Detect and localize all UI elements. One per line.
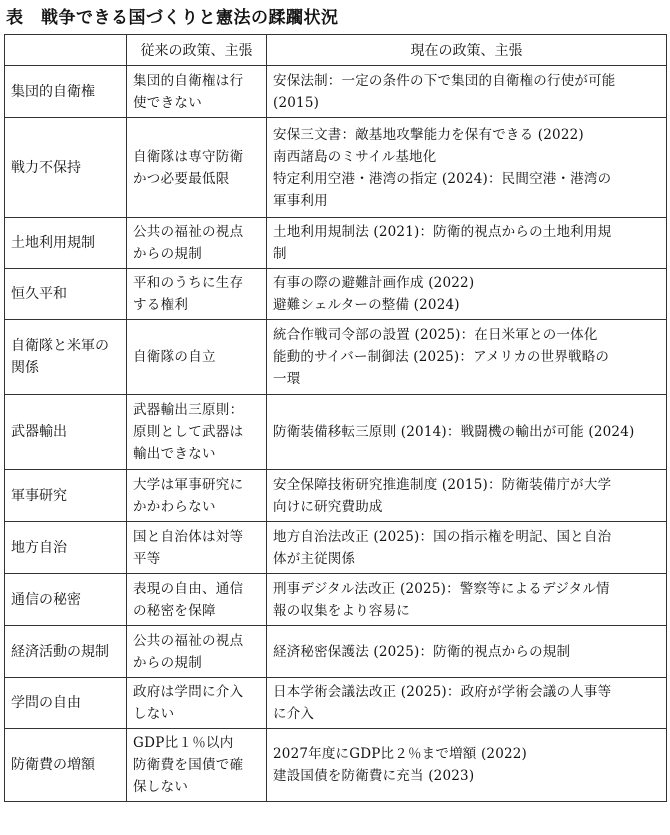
cell-line: かつ必要最低限 [133, 170, 230, 187]
table-row [5, 66, 667, 118]
cell-line: 集団的自衛権は行 [133, 72, 244, 89]
cell-line: 有事の際の避難計画作成 (2022) [273, 275, 475, 291]
item-cell [5, 320, 127, 395]
current-policy-cell [267, 574, 667, 626]
cell-line: 安保法制：一定の条件の下で集団的自衛権の行使が可能 [273, 72, 616, 89]
cell-line: 自衛隊は専守防衛 [133, 148, 244, 165]
item-cell [5, 395, 127, 470]
cell-line: 防衛装備移転三原則 (2014)：戦闘機の輸出が可能 (2024) [273, 424, 635, 440]
past-policy-cell [127, 218, 267, 269]
cell-line: 公共の福祉の視点 [133, 632, 244, 649]
cell-line: 防衛費の増額 [11, 757, 95, 773]
current-policy-cell [267, 218, 667, 269]
past-policy-cell [127, 269, 267, 320]
cell-line: 制 [273, 246, 287, 262]
policy-table [4, 34, 667, 802]
cell-line: 武器輸出 [11, 424, 67, 440]
cell-line: 平等 [133, 550, 161, 567]
item-cell [5, 729, 127, 802]
header-current-policy: 現在の政策、主張 [267, 35, 667, 66]
cell-line: 体が主従関係 [273, 550, 356, 567]
cell-line: 統合作戦司令部の設置 (2025)：在日米軍との一体化 [273, 327, 598, 343]
past-policy-cell [127, 66, 267, 118]
cell-line: (2015) [273, 94, 320, 111]
cell-line: 安保三文書：敵基地攻撃能力を保有できる (2022) [273, 126, 584, 143]
current-policy-cell [267, 269, 667, 320]
cell-line: 建設国債を防衛費に充当 (2023) [273, 768, 475, 784]
table-row [5, 522, 667, 574]
cell-line: 関係 [11, 360, 39, 376]
past-policy-cell [127, 470, 267, 522]
header-row [5, 35, 667, 66]
cell-line: 南西諸島のミサイル基地化 [273, 148, 437, 165]
cell-line: GDP比１％以内 [133, 735, 234, 751]
current-policy-cell [267, 729, 667, 802]
cell-line: 平和のうちに生存 [133, 275, 244, 291]
past-policy-cell [127, 729, 267, 802]
cell-line: 集団的自衛権 [11, 83, 95, 100]
cell-line: 政府は学問に介入 [133, 684, 244, 700]
cell-line: 表現の自由、通信 [133, 580, 244, 597]
current-policy-cell [267, 66, 667, 118]
cell-line: 一環 [273, 371, 301, 387]
cell-line: からの規制 [133, 654, 202, 671]
table-body [5, 66, 667, 802]
past-policy-cell [127, 678, 267, 729]
current-policy-cell [267, 522, 667, 574]
cell-line: 原則として武器は [133, 424, 244, 440]
cell-line: 使できない [133, 94, 202, 111]
item-cell [5, 626, 127, 678]
item-cell [5, 66, 127, 118]
cell-line: 恒久平和 [11, 286, 67, 302]
cell-line: 大学は軍事研究に [133, 476, 244, 493]
cell-line: 刑事デジタル法改正 (2025)：警察等によるデジタル情 [273, 580, 610, 597]
cell-line: 保しない [133, 779, 189, 795]
header-past-policy: 従来の政策、主張 [127, 35, 267, 66]
cell-line: 能動的サイバー制御法 (2025)：アメリカの世界戦略の [273, 349, 610, 365]
current-policy-cell [267, 626, 667, 678]
cell-line: 自衛隊の自立 [133, 349, 216, 365]
cell-line: 自衛隊と米軍の [11, 338, 109, 354]
past-policy-cell [127, 522, 267, 574]
past-policy-cell [127, 574, 267, 626]
table-row [5, 320, 667, 395]
cell-line: の秘密を保障 [133, 602, 216, 619]
past-policy-cell [127, 626, 267, 678]
cell-line: からの規制 [133, 246, 202, 262]
cell-line: 国と自治体は対等 [133, 528, 244, 545]
cell-line: 戦力不保持 [11, 159, 81, 176]
table-row [5, 678, 667, 729]
current-policy-cell [267, 470, 667, 522]
cell-line: 地方自治法改正 (2025)：国の指示権を明記、国と自治 [273, 528, 612, 545]
cell-line: 土地利用規制 [11, 235, 95, 251]
table-row [5, 470, 667, 522]
cell-line: 学問の自由 [11, 695, 81, 711]
cell-line: 特定利用空港・港湾の指定 (2024)：民間空港・港湾の [273, 170, 612, 187]
item-cell [5, 218, 127, 269]
table-row [5, 118, 667, 218]
table-row [5, 626, 667, 678]
table-row [5, 729, 667, 802]
cell-line: する権利 [133, 297, 189, 313]
cell-line: かかわらない [133, 498, 216, 515]
cell-line: 避難シェルターの整備 (2024) [273, 297, 460, 313]
past-policy-cell [127, 320, 267, 395]
cell-line: 公共の福祉の視点 [133, 224, 244, 240]
item-cell [5, 574, 127, 626]
table-row [5, 395, 667, 470]
cell-line: 2027年度にGDP比２％まで増額 (2022) [273, 746, 528, 762]
cell-line: 経済活動の規制 [11, 643, 109, 660]
cell-line: に介入 [273, 706, 315, 722]
cell-line: 軍事研究 [11, 487, 67, 504]
cell-line: 防衛費を国債で確 [133, 757, 244, 773]
cell-line: 安全保障技術研究推進制度 (2015)：防衛装備庁が大学 [273, 476, 612, 493]
item-cell [5, 470, 127, 522]
cell-line: 経済秘密保護法 (2025)：防衛的視点からの規制 [273, 643, 571, 660]
cell-line: 向けに研究費助成 [273, 498, 383, 515]
cell-line: 日本学術会議法改正 (2025)：政府が学術会議の人事等 [273, 684, 612, 700]
current-policy-cell [267, 395, 667, 470]
cell-line: 通信の秘密 [11, 591, 81, 608]
header-item [5, 35, 127, 66]
table-row [5, 269, 667, 320]
item-cell [5, 678, 127, 729]
current-policy-cell [267, 118, 667, 218]
cell-line: 報の収集をより容易に [273, 602, 410, 619]
table-row [5, 574, 667, 626]
cell-line: しない [133, 706, 175, 722]
past-policy-cell [127, 395, 267, 470]
current-policy-cell [267, 320, 667, 395]
current-policy-cell [267, 678, 667, 729]
table-row [5, 218, 667, 269]
cell-line: 地方自治 [11, 539, 67, 556]
item-cell [5, 118, 127, 218]
past-policy-cell [127, 118, 267, 218]
cell-line: 武器輸出三原則： [133, 402, 244, 418]
item-cell [5, 269, 127, 320]
cell-line: 輸出できない [133, 446, 216, 462]
cell-line: 軍事利用 [273, 192, 328, 209]
table-title: 表 戦争できる国づくりと憲法の蹂躙状況 [6, 8, 339, 28]
cell-line: 土地利用規制法 (2021)：防衛的視点からの土地利用規 [273, 224, 612, 240]
item-cell [5, 522, 127, 574]
